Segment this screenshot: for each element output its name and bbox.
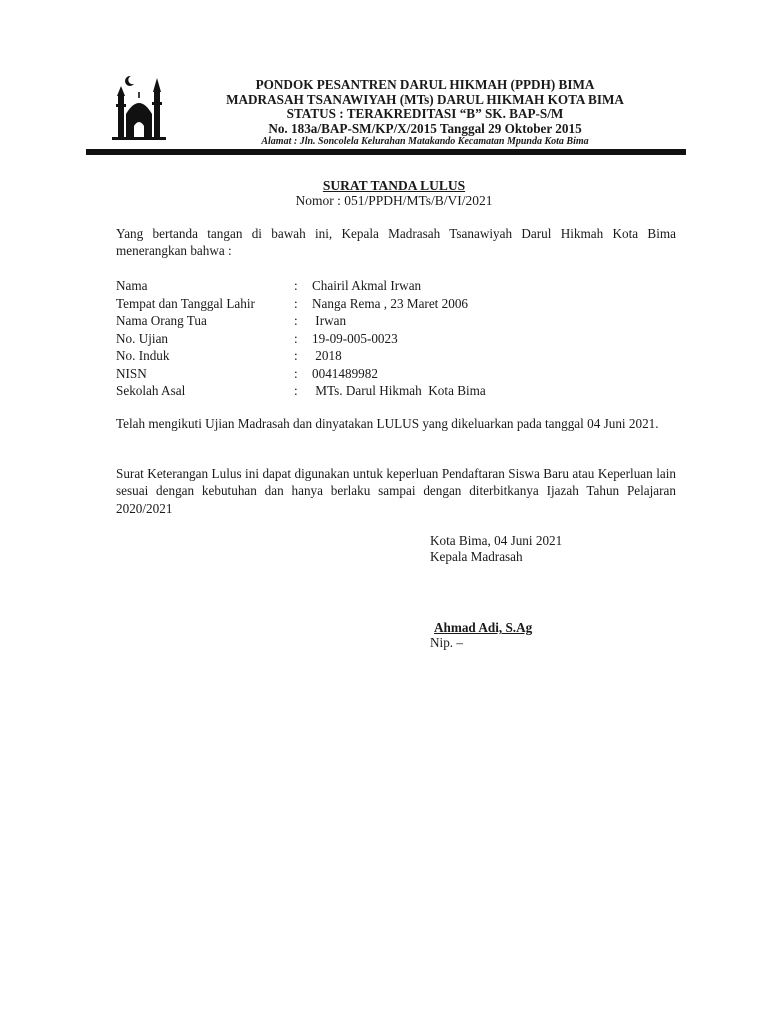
field-colon: : [294, 330, 298, 346]
intro-paragraph: Yang bertanda tangan di bawah ini, Kepala Madrasah Tsanawiyah Darul Hikmah Kota Bima menerangkan bahwa : [116, 226, 676, 259]
field-colon: : [294, 295, 298, 311]
letterhead-school-name: PONDOK PESANTREN DARUL HIKMAH (PPDH) BIMA [255, 77, 595, 92]
field-row-birth [116, 295, 676, 313]
field-row-student-id [116, 347, 676, 365]
signature-position: Kepala Madrasah [430, 549, 523, 564]
field-row-nama [116, 277, 676, 295]
field-value: Irwan [312, 313, 347, 328]
field-label: Nama [116, 278, 148, 293]
field-colon: : [294, 365, 298, 381]
graduation-paragraph: Telah mengikuti Ujian Madrasah dan dinyatakan LULUS yang dikeluarkan pada tanggal 04 Juni 2021. [116, 416, 659, 431]
field-label: No. Induk [116, 348, 170, 363]
field-row-nisn [116, 365, 676, 383]
letterhead-accreditation: No. 183a/BAP-SM/KP/X/2015 Tanggal 29 Oktober 2015 [268, 120, 582, 136]
field-colon: : [294, 278, 298, 293]
field-value: Nanga Rema , 23 Maret 2006 [312, 295, 469, 311]
field-label: No. Ujian [116, 330, 169, 346]
field-value: MTs. Darul Hikmah Kota Bima [312, 383, 486, 398]
signature-place-date: Kota Bima, 04 Juni 2021 [430, 533, 563, 548]
signature-name: Ahmad Adi, S.Ag [434, 620, 533, 635]
field-label: NISN [116, 365, 147, 381]
field-colon: : [294, 348, 298, 363]
usage-paragraph: Surat Keterangan Lulus ini dapat digunakan untuk keperluan Pendaftaran Siswa Baru atau Keperluan lain sesuai dengan kebutuhan dan hanya berlaku sampai dengan diterbitkanya Ijazah Tahun Pelajaran 2020/2021 [116, 466, 676, 516]
letterhead-madrasah-name: MADRASAH TSANAWIYAH (MTs) DARUL HIKMAH KOTA BIMA [226, 91, 624, 107]
field-label: Nama Orang Tua [116, 313, 207, 328]
field-row-school [116, 382, 676, 400]
mosque-icon [112, 74, 166, 140]
document-title-block [0, 178, 768, 208]
document-number: Nomor : 051/PPDH/MTs/B/VI/2021 [295, 193, 493, 208]
letterhead-divider [86, 149, 686, 155]
field-value: 19-09-005-0023 [312, 330, 398, 346]
field-colon: : [294, 313, 298, 328]
letterhead-address: Alamat : Jln. Soncolela Kelurahan Matakando Kecamatan Mpunda Kota Bima [261, 136, 589, 147]
letterhead-status: STATUS : TERAKREDITASI “B” SK. BAP-S/M [286, 106, 564, 121]
field-value: 0041489982 [312, 365, 378, 381]
field-value: Chairil Akmal Irwan [312, 278, 422, 293]
field-value: 2018 [312, 348, 342, 363]
letterhead [170, 78, 680, 148]
field-row-exam-number [116, 330, 676, 348]
field-colon: : [294, 383, 298, 398]
field-row-parent [116, 312, 676, 330]
document-title: SURAT TANDA LULUS [322, 178, 466, 193]
field-label: Sekolah Asal [116, 383, 186, 398]
student-fields [116, 277, 676, 400]
signature-nip: Nip. – [430, 635, 463, 650]
field-label: Tempat dan Tanggal Lahir [116, 295, 255, 311]
